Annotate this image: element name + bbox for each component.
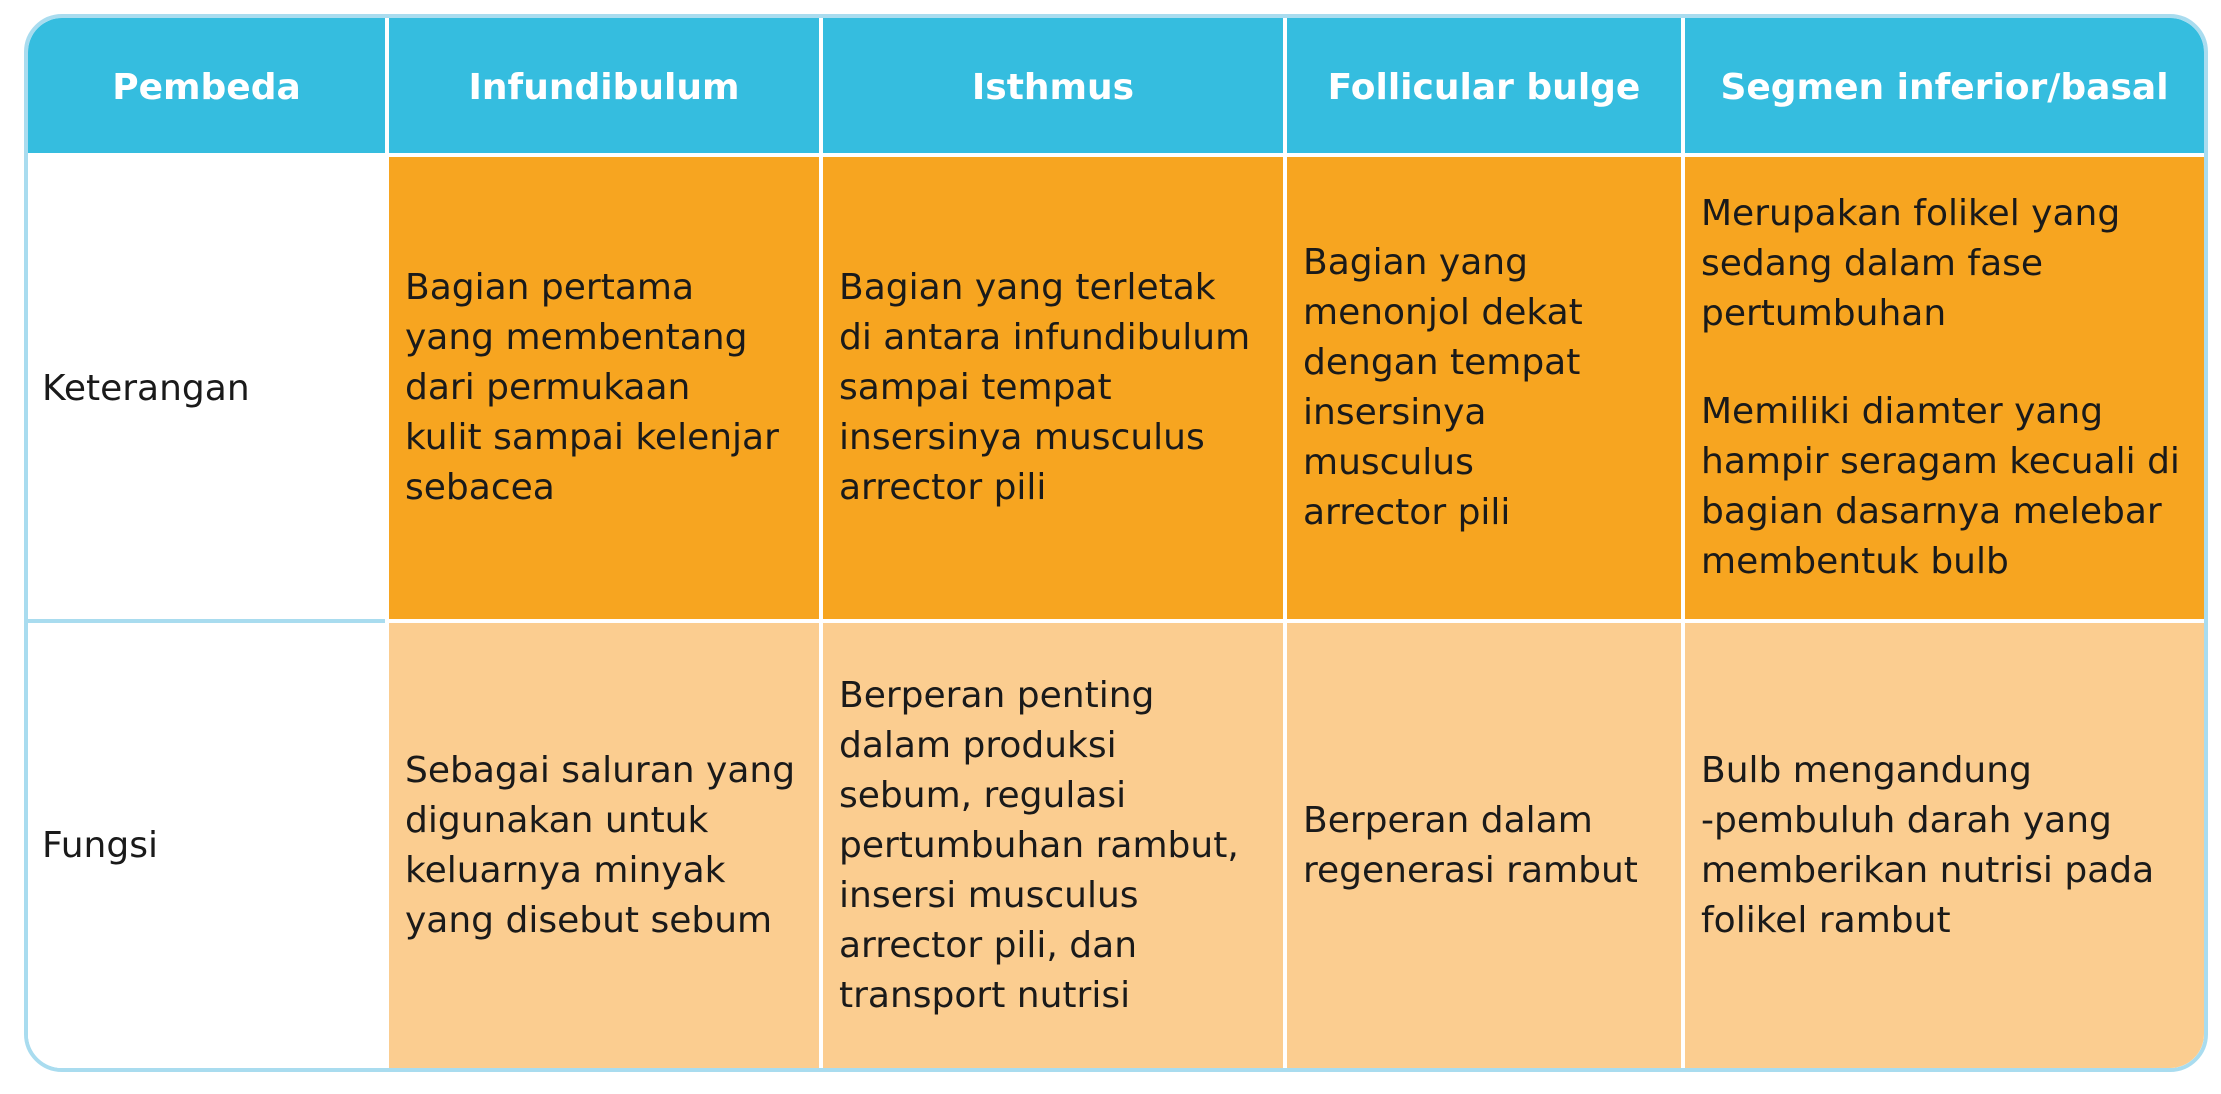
cell-text: Berperan dalam regenerasi rambut <box>1303 799 1638 891</box>
cell-keterangan-segmen <box>1685 157 2204 619</box>
cell-text: Sebagai saluran yang digunakan untuk keluarnya minyak yang disebut sebum <box>405 749 796 941</box>
cell-text: Berperan penting dalam produksi sebum, regulasi pertumbuhan rambut, insersi musculus arrector pili, dan transport nutrisi <box>839 674 1239 1016</box>
cell-keterangan-isthmus <box>823 157 1283 619</box>
cell-paragraph-1: Merupakan folikel yang sedang dalam fase pertumbuhan <box>1701 193 2121 334</box>
header-isthmus: Isthmus <box>823 18 1283 153</box>
cell-paragraphs <box>1701 189 2180 587</box>
table-grid <box>28 18 2204 1068</box>
cell-text: Bulb mengandung -pembuluh darah yang memberikan nutrisi pada folikel rambut <box>1701 749 2155 941</box>
cell-fungsi-infundibulum <box>389 623 819 1068</box>
header-segmen-inferior: Segmen inferior/basal <box>1685 18 2204 153</box>
comparison-table <box>24 14 2208 1072</box>
cell-text: Bagian yang menonjol dekat dengan tempat insersinya musculus arrector pili <box>1303 242 1583 533</box>
cell-text: Bagian pertama yang membentang dari permukaan kulit sampai kelenjar sebacea <box>405 267 779 508</box>
row-label-keterangan: Keterangan <box>28 157 385 623</box>
header-infundibulum: Infundibulum <box>389 18 819 153</box>
cell-fungsi-isthmus <box>823 623 1283 1068</box>
cell-fungsi-segmen <box>1685 623 2204 1068</box>
header-follicular-bulge: Follicular bulge <box>1287 18 1681 153</box>
cell-keterangan-infundibulum <box>389 157 819 619</box>
header-pembeda: Pembeda <box>28 18 385 153</box>
cell-text: Bagian yang terletak di antara infundibulum sampai tempat insersinya musculus arrector pili <box>839 267 1251 508</box>
row-label-fungsi: Fungsi <box>28 623 385 1068</box>
cell-paragraph-2: Memiliki diamter yang hampir seragam kecuali di bagian dasarnya melebar membentuk bulb <box>1701 391 2180 582</box>
cell-keterangan-bulge <box>1287 157 1681 619</box>
cell-fungsi-bulge <box>1287 623 1681 1068</box>
